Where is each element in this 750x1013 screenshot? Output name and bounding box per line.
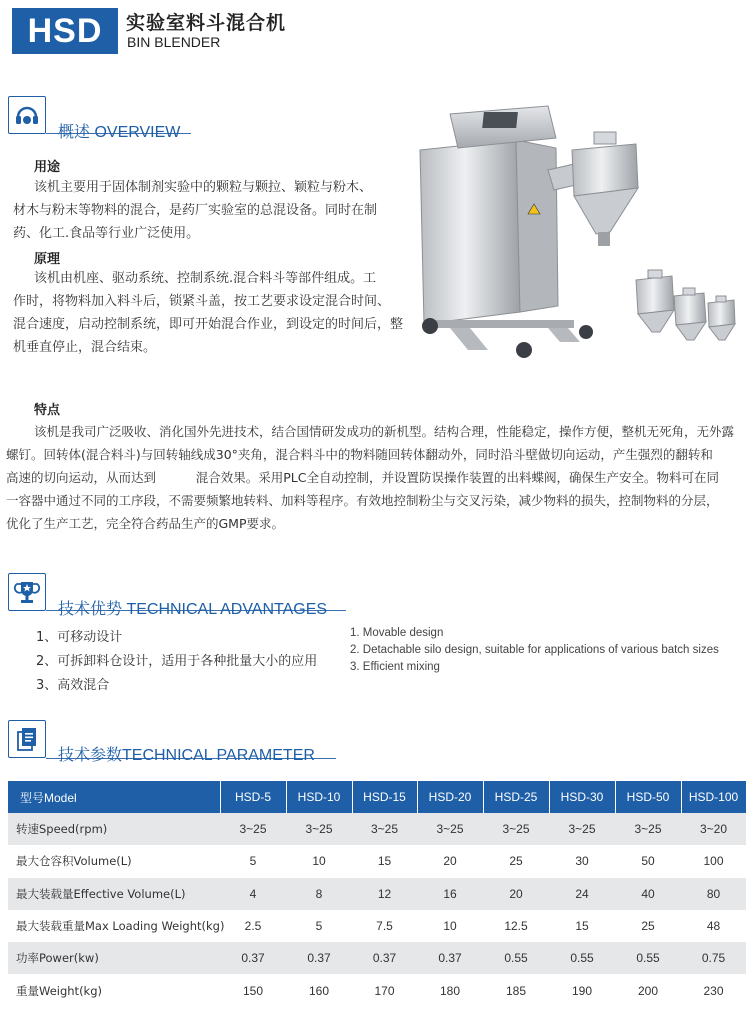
table-cell: 2.5: [220, 910, 286, 942]
table-header: HSD-30: [549, 781, 615, 813]
table-cell: 3~25: [549, 813, 615, 845]
table-cell: 最大装载重量Max Loading Weight(kg): [8, 910, 220, 942]
table-row: [8, 974, 746, 1006]
table-row: [8, 845, 746, 877]
table-row: [8, 910, 746, 942]
advantage-en-2: 2. Detachable silo design, suitable for applications of various batch sizes: [350, 644, 719, 656]
table-header: HSD-15: [352, 781, 417, 813]
table-cell: 185: [483, 974, 549, 1006]
table-cell: 3~20: [681, 813, 746, 845]
table-cell: 0.75: [681, 942, 746, 974]
trophy-icon: [8, 573, 46, 611]
table-cell: 10: [417, 910, 483, 942]
usage-heading: 用途: [34, 160, 61, 175]
table-cell: 3~25: [220, 813, 286, 845]
table-cell: 16: [417, 878, 483, 910]
parameters-heading: 技术参数TECHNICAL PARAMETER: [58, 747, 315, 764]
table-cell: 12: [352, 878, 417, 910]
table-cell: 230: [681, 974, 746, 1006]
table-cell: 4: [220, 878, 286, 910]
table-row: [8, 878, 746, 910]
document-icon: [8, 720, 46, 758]
table-cell: 50: [615, 845, 681, 877]
table-cell: 15: [549, 910, 615, 942]
table-cell: 重量Weight(kg): [8, 974, 220, 1006]
table-cell: 20: [483, 878, 549, 910]
table-cell: 40: [615, 878, 681, 910]
table-cell: 0.55: [549, 942, 615, 974]
table-cell: 25: [615, 910, 681, 942]
usage-text: 该机主要用于固体制剂实验中的颗粒与颗拉、颖粒与粉木、 材木与粉末等物料的混合，是药厂实验室的总混设备。同时在制 药、化工.食品等行业广泛使用。: [13, 180, 378, 241]
parameter-table: [8, 781, 747, 1007]
headset-icon: [8, 96, 46, 134]
table-cell: 3~25: [417, 813, 483, 845]
table-cell: 5: [286, 910, 352, 942]
table-cell: 最大装载量Effective Volume(L): [8, 878, 220, 910]
table-cell: 100: [681, 845, 746, 877]
table-cell: 200: [615, 974, 681, 1006]
features-heading: 特点: [34, 403, 61, 418]
table-cell: 190: [549, 974, 615, 1006]
table-header: 型号Model: [8, 781, 220, 813]
table-cell: 180: [417, 974, 483, 1006]
table-cell: 15: [352, 845, 417, 877]
table-header: HSD-10: [286, 781, 352, 813]
table-cell: 0.37: [417, 942, 483, 974]
advantages-heading: 技术优势 TECHNICAL ADVANTAGES: [58, 601, 328, 618]
table-cell: 3~25: [615, 813, 681, 845]
table-row: [8, 813, 746, 845]
table-header: HSD-5: [220, 781, 286, 813]
page-title-en: BIN BLENDER: [127, 34, 221, 50]
table-cell: 3~25: [352, 813, 417, 845]
table-cell: 最大仓容积Volume(L): [8, 845, 220, 877]
table-cell: 功率Power(kw): [8, 942, 220, 974]
features-text: 该机是我司广泛吸收、消化国外先进技术，结合国情研发成功的新机型。结构合理，性能稳定，操作方便，整机无死角，无外露 螺钉。回转体(混合料斗)与回转轴线成30°夹角，混合料斗中的物料随回转体翻动外，同时沿斗壁做切向运动，产生强烈的翻转和 高速的切向运动，从而达到 混合效果。采用PLC全自动控制，并设置防误操作装置的出料蝶阀，确保生产安全。物料可在同 一容器中通过不同的工序段，不需要频繁地转料、加料等程序。有效地控制粉尘与交叉污染，减少物料的损失，控制物料的分层， 优化了生产工艺，完全符合药品生产的GMP要求。: [6, 424, 735, 531]
table-cell: 0.37: [352, 942, 417, 974]
page-title-cn: 实验室料斗混合机: [126, 12, 287, 34]
advantage-en-1: 1. Movable design: [350, 627, 444, 639]
overview-heading: 概述 OVERVIEW: [58, 124, 181, 141]
table-cell: 7.5: [352, 910, 417, 942]
advantage-en-3: 3. Efficient mixing: [350, 661, 440, 673]
table-cell: 3~25: [286, 813, 352, 845]
brand-badge: HSD: [12, 8, 118, 54]
table-cell: 0.55: [483, 942, 549, 974]
table-cell: 150: [220, 974, 286, 1006]
table-cell: 24: [549, 878, 615, 910]
table-cell: 170: [352, 974, 417, 1006]
table-cell: 80: [681, 878, 746, 910]
principle-heading: 原理: [34, 252, 61, 267]
table-cell: 160: [286, 974, 352, 1006]
table-cell: 0.37: [286, 942, 352, 974]
advantage-cn-3: 3、高效混合: [36, 678, 110, 693]
table-cell: 10: [286, 845, 352, 877]
table-header: HSD-100: [681, 781, 746, 813]
table-cell: 0.37: [220, 942, 286, 974]
table-cell: 5: [220, 845, 286, 877]
table-header-row: [8, 781, 746, 813]
advantage-cn-2: 2、可拆卸料仓设计，适用于各种批量大小的应用: [36, 654, 318, 669]
table-cell: 48: [681, 910, 746, 942]
table-cell: 3~25: [483, 813, 549, 845]
bin-blender-machine-image: [398, 92, 748, 362]
table-cell: 0.55: [615, 942, 681, 974]
table-cell: 30: [549, 845, 615, 877]
principle-text: 该机由机座、驱动系统、控制系统.混合料斗等部件组成。工 作时，将物料加入料斗后，锁紧斗盖，按工艺要求设定混合时间、 混合速度，启动控制系统，即可开始混合作业，到设定的时间后，整 机垂直停止，混合结束。: [13, 271, 404, 355]
table-cell: 25: [483, 845, 549, 877]
table-header: HSD-20: [417, 781, 483, 813]
table-header: HSD-50: [615, 781, 681, 813]
table-cell: 20: [417, 845, 483, 877]
table-cell: 12.5: [483, 910, 549, 942]
table-cell: 转速Speed(rpm): [8, 813, 220, 845]
table-row: [8, 942, 746, 974]
table-header: HSD-25: [483, 781, 549, 813]
advantage-cn-1: 1、可移动设计: [36, 630, 123, 645]
table-cell: 8: [286, 878, 352, 910]
